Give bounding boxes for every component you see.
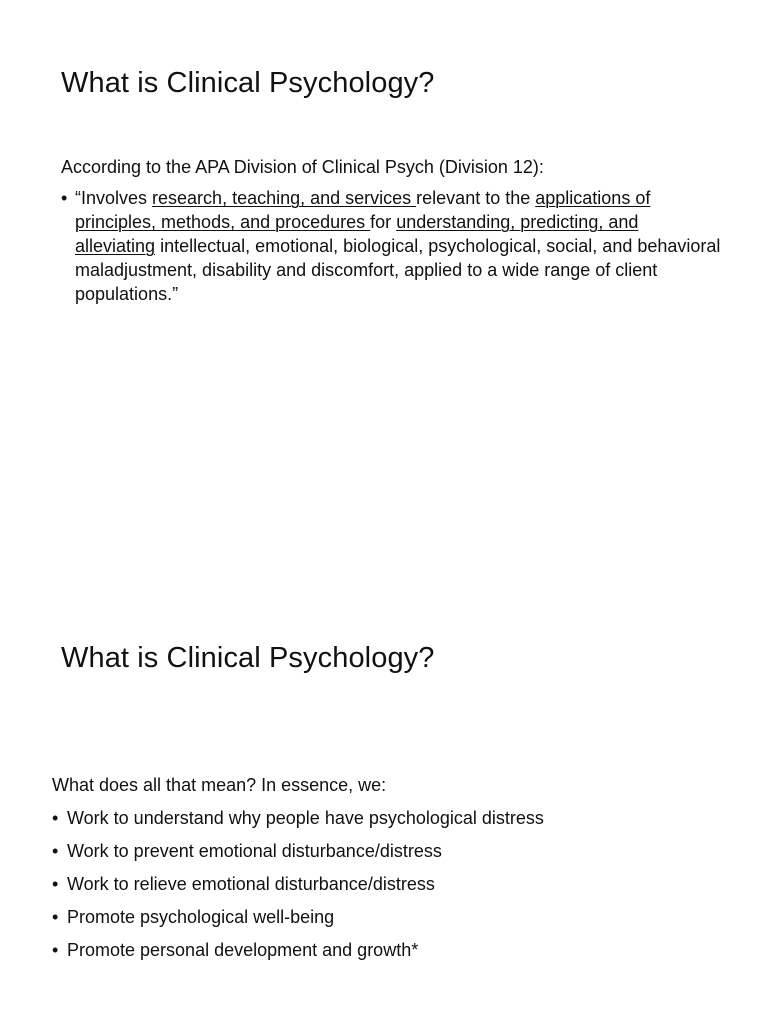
bullet-dot: •: [52, 874, 59, 894]
quote-segment: for: [370, 212, 397, 232]
list-item-text: Promote personal development and growth*: [67, 940, 419, 960]
list-item: [52, 872, 544, 905]
quote-segment: relevant to the: [416, 188, 536, 208]
list-item: [52, 938, 544, 971]
underlined-phrase: applications of principles, methods, and procedures: [75, 188, 651, 232]
slide-2-lead: What does all that mean? In essence, we:: [52, 775, 387, 795]
bullet-list: [52, 806, 544, 971]
quote-text: [75, 186, 721, 306]
slide-1-title: What is Clinical Psychology?: [61, 67, 435, 99]
list-item: [52, 839, 544, 872]
list-item: [52, 806, 544, 839]
slide-1-intro: According to the APA Division of Clinical Psych (Division 12):: [61, 157, 544, 177]
list-item-text: Work to prevent emotional disturbance/distress: [67, 841, 442, 861]
underlined-phrase: research, teaching, and services: [152, 188, 417, 208]
slide-2-title: What is Clinical Psychology?: [61, 642, 435, 674]
slide-2: [0, 575, 768, 1024]
bullet-dot: •: [52, 907, 59, 927]
quote-segment: “Involves: [75, 188, 153, 208]
underlined-phrase: understanding, predicting, and alleviating: [75, 212, 639, 256]
list-item-text: Promote psychological well-being: [67, 907, 335, 927]
bullet-dot: •: [52, 808, 59, 828]
bullet-dot: •: [61, 188, 68, 208]
bullet-dot: •: [52, 841, 59, 861]
list-item-text: Work to understand why people have psychological distress: [67, 808, 544, 828]
list-item-text: Work to relieve emotional disturbance/distress: [67, 874, 435, 894]
quote-bullet: [61, 186, 721, 306]
bullet-dot: •: [52, 940, 59, 960]
quote-segment: intellectual, emotional, biological, psychological, social, and behavioral maladjustment, disability and discomfort, applied to a wide range of client populations.”: [75, 236, 721, 304]
list-item: [52, 905, 544, 938]
